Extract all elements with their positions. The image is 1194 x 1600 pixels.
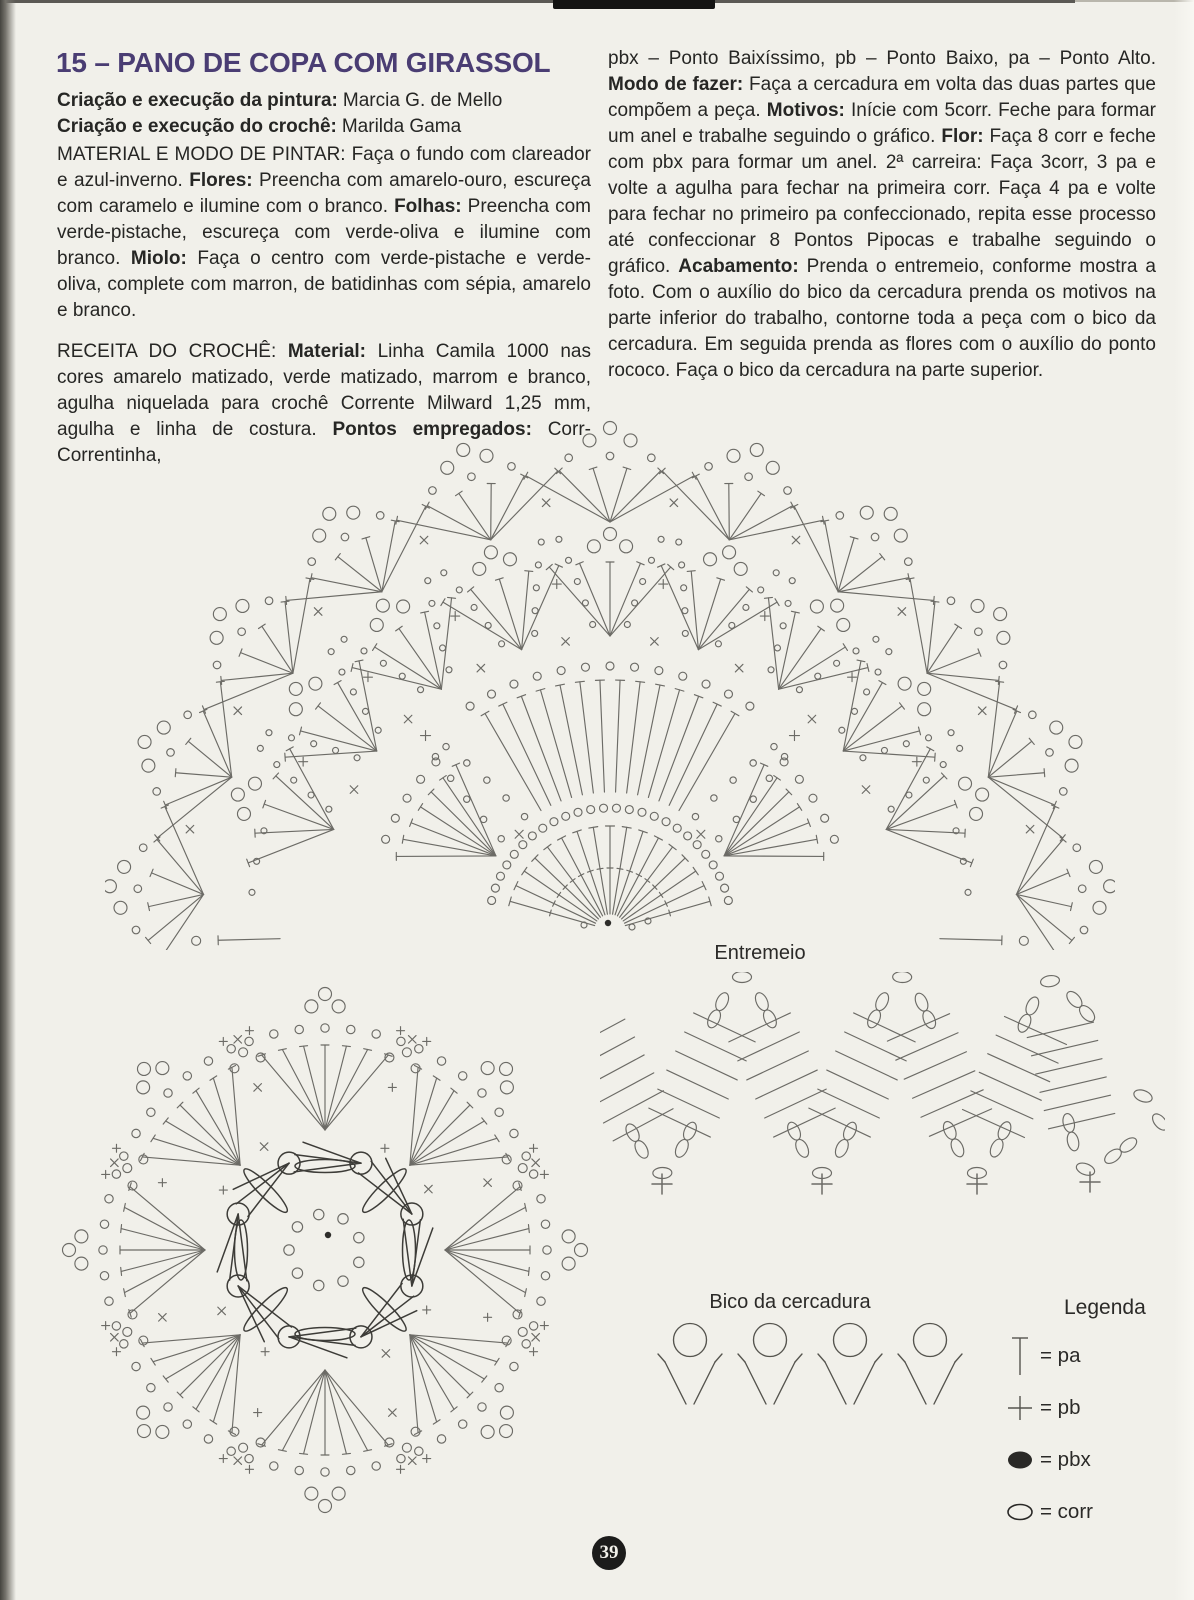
- pb-symbol-icon: [1000, 1388, 1040, 1428]
- pa-symbol-icon: [1000, 1333, 1040, 1379]
- page-title: 15 – PANO DE COPA COM GIRASSOL: [56, 47, 551, 78]
- credit-label: Criação e execução da pintura:: [57, 90, 338, 111]
- page-number-badge: [592, 1536, 626, 1570]
- credit-value: Marcia G. de Mello: [342, 90, 503, 111]
- stitch-legend: [1000, 1296, 1175, 1538]
- body-paragraph: MATERIAL E MODO DE PINTAR: Faça o fundo com clareador e azul-inverno. Flores: Preencha com amarelo-ouro, escureça com caramelo e ilumine com o branco. Folhas: Preencha com verde-pistache, escureça com verde-oliva e ilumine com branco. Miolo: Faça o centro com verde-pistache e verde-oliva, complete com marron, de batidinhas com sépia, amarelo e branco.: [57, 144, 592, 321]
- legend-row: [1000, 1434, 1175, 1486]
- bico-label: Bico da cercadura: [709, 1291, 871, 1313]
- legend-label: = pbx: [1040, 1448, 1091, 1471]
- legend-label: = pb: [1040, 1396, 1081, 1419]
- credit-value: Marilda Gama: [341, 116, 462, 137]
- legend-row: [1000, 1382, 1175, 1434]
- credits-block: [57, 88, 502, 140]
- entremeio-label: Entremeio: [714, 942, 806, 964]
- credit-line: [57, 114, 502, 140]
- legend-row: [1000, 1330, 1175, 1382]
- corr-symbol-icon: [1000, 1501, 1040, 1523]
- credit-label: Criação e execução do crochê:: [57, 116, 337, 137]
- entremeio-chart: [600, 972, 1165, 1202]
- legend-label: = pa: [1040, 1344, 1081, 1367]
- scan-mark-top: [553, 0, 715, 9]
- legend-label: = corr: [1040, 1500, 1093, 1523]
- right-column: [608, 46, 1156, 399]
- bico-chart: [630, 1318, 1010, 1414]
- body-paragraph: RECEITA DO CROCHÊ: Material: Linha Camila 1000 nas cores amarelo matizado, verde matizado, marrom e branco, agulha niquelada para crochê Corrente Milward 1,25 mm, agulha e linha de costura. Pontos empregados: Corr- Correntinha,: [57, 341, 591, 466]
- flower-motif-chart: [55, 978, 595, 1578]
- scan-edge-left: [0, 0, 16, 1600]
- body-paragraph: pbx – Ponto Baixíssimo, pb – Ponto Baixo, pa – Ponto Alto. Modo de fazer: Faça a cercadura em volta das duas partes que compõem a peça. Motivos: Inície com 5corr. Feche para formar um anel e trabalhe seguindo o gráfico. Flor: Faça 8 corr e feche com pbx para formar um anel. 2ª carreira: Faça 3corr, 3 pa e volte a agulha para fechar na primeira corr. Faça 4 pa e volte para fechar no primeiro pa confeccionado, repita esse processo até confeccionar 8 Pontos Pipocas e trabalhe seguindo o gráfico. Acabamento: Prenda o entremeio, conforme mostra a foto. Com o auxílio do bico da cercadura prenda os motivos na parte inferior do trabalho, contorne toda a peça com o bico da cercadura. Em seguida prenda as flores com o auxílio do ponto rococo. Faça o bico da cercadura na parte superior.: [608, 48, 1156, 381]
- scan-edge-right: [1174, 0, 1194, 1600]
- credit-line: [57, 88, 502, 114]
- pbx-symbol-icon: [1000, 1448, 1040, 1472]
- legend-title: Legenda: [1064, 1296, 1146, 1319]
- scan-edge-top: [0, 0, 1075, 3]
- page-number: 39: [599, 1542, 619, 1563]
- doily-half-chart: [105, 420, 1115, 950]
- legend-row: [1000, 1486, 1175, 1538]
